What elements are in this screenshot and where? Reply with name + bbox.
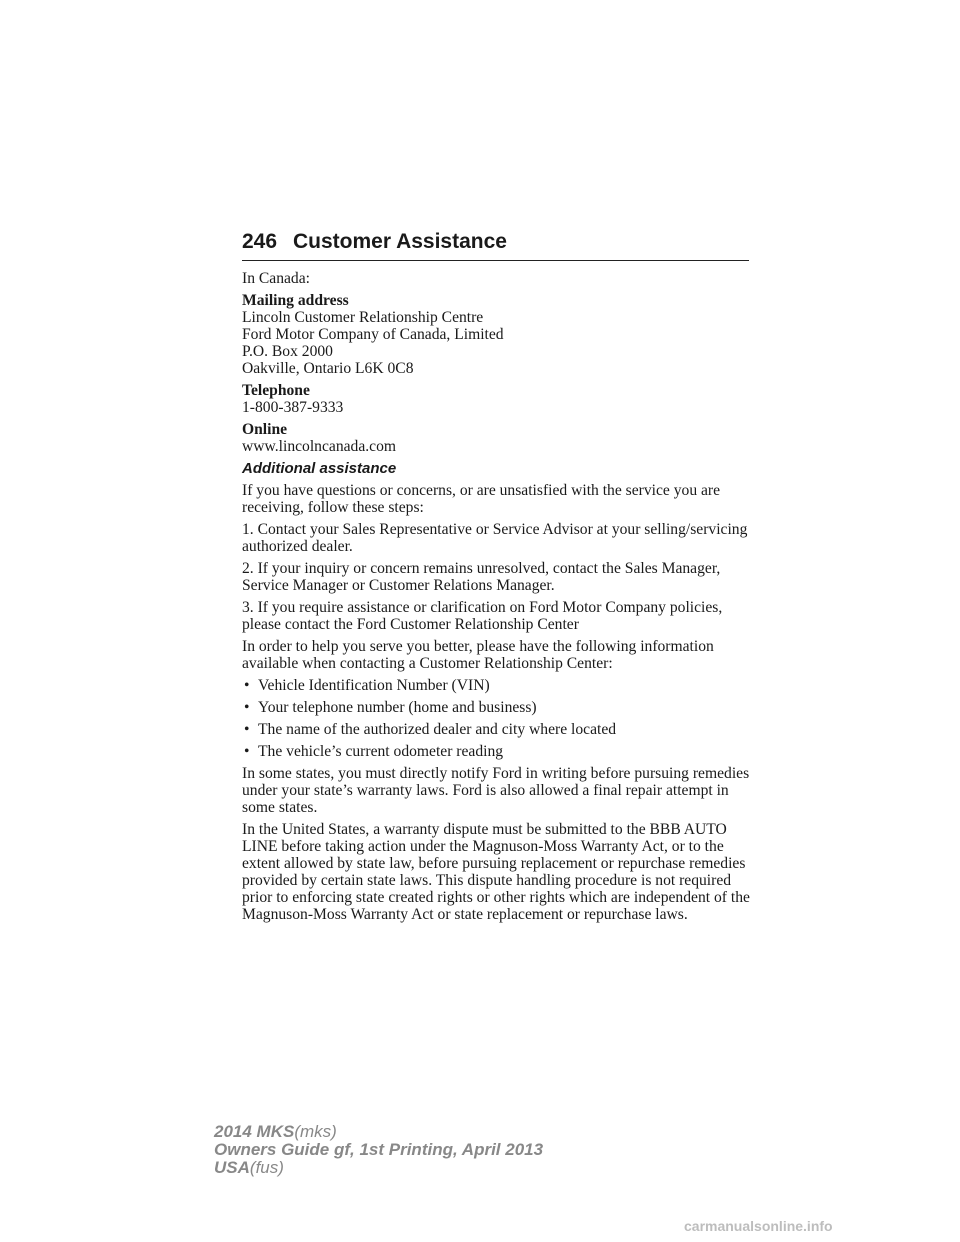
bullet-icon: • [244, 677, 250, 694]
list-item [242, 721, 752, 738]
page-header [242, 230, 749, 261]
footer-model-line [214, 1123, 543, 1141]
canada-intro: In Canada: [242, 270, 310, 287]
footer-market-line [214, 1159, 543, 1177]
additional-assistance-heading: Additional assistance [242, 460, 397, 477]
step-item: 3. If you require assistance or clarification on Ford Motor Company policies, please contact the Ford Customer Relationship Center [242, 599, 723, 633]
footer-model: 2014 MKS [214, 1122, 295, 1141]
step-item: 1. Contact your Sales Representative or Service Advisor at your selling/servicing authorized dealer. [242, 521, 748, 555]
address-line: Ford Motor Company of Canada, Limited [242, 326, 504, 343]
list-item [242, 677, 752, 694]
footer-market: USA [214, 1158, 250, 1177]
bullet-text: The name of the authorized dealer and city where located [258, 721, 617, 738]
page-content [242, 270, 752, 928]
list-item [242, 699, 752, 716]
telephone-label: Telephone [242, 382, 310, 399]
bullet-text: The vehicle’s current odometer reading [258, 743, 504, 760]
address-line: Lincoln Customer Relationship Centre [242, 309, 484, 326]
bullet-text: Vehicle Identification Number (VIN) [258, 677, 490, 694]
states-paragraph: In some states, you must directly notify Ford in writing before pursuing remedies under your state’s warranty laws. Ford is also allowed a final repair attempt in some states. [242, 765, 750, 816]
online-label: Online [242, 421, 288, 438]
mailing-address-block [242, 292, 752, 377]
footer-guide-line: Owners Guide gf, 1st Printing, April 2013 [214, 1140, 544, 1159]
section-title: Customer Assistance [293, 230, 507, 253]
address-line: Oakville, Ontario L6K 0C8 [242, 360, 414, 377]
help-intro: In order to help you serve you better, please have the following information available when contacting a Customer Relationship Center: [242, 638, 714, 672]
footer-model-code: (mks) [294, 1122, 337, 1141]
page-number: 246 [242, 230, 278, 253]
step-item: 2. If your inquiry or concern remains unresolved, contact the Sales Manager, Service Manager or Customer Relations Manager. [242, 560, 721, 594]
telephone-block [242, 382, 752, 416]
website-url: www.lincolncanada.com [242, 438, 397, 455]
page-footer [214, 1123, 543, 1177]
telephone-number: 1-800-387-9333 [242, 399, 344, 416]
mailing-address-label: Mailing address [242, 292, 349, 309]
bullet-icon: • [244, 721, 250, 738]
us-warranty-paragraph: In the United States, a warranty dispute must be submitted to the BBB AUTO LINE before taking action under the Magnuson-Moss Warranty Act, or to the extent allowed by state law, before pursuing replacement or repurchase remedies provided by certain state laws. This dispute handling procedure is not required prior to enforcing state created rights or other rights which are independent of the Magnuson-Moss Warranty Act or state replacement or repurchase laws. [242, 821, 750, 923]
additional-intro: If you have questions or concerns, or are unsatisfied with the service you are receiving, follow these steps: [242, 482, 721, 516]
list-item [242, 743, 752, 760]
online-block [242, 421, 752, 455]
bullet-icon: • [244, 699, 250, 716]
bullet-text: Your telephone number (home and business) [258, 699, 537, 716]
bullet-icon: • [244, 743, 250, 760]
address-line: P.O. Box 2000 [242, 343, 333, 360]
footer-market-code: (fus) [249, 1158, 284, 1177]
info-bullet-list [242, 677, 752, 760]
watermark: carmanualsonline.info [684, 1218, 833, 1234]
